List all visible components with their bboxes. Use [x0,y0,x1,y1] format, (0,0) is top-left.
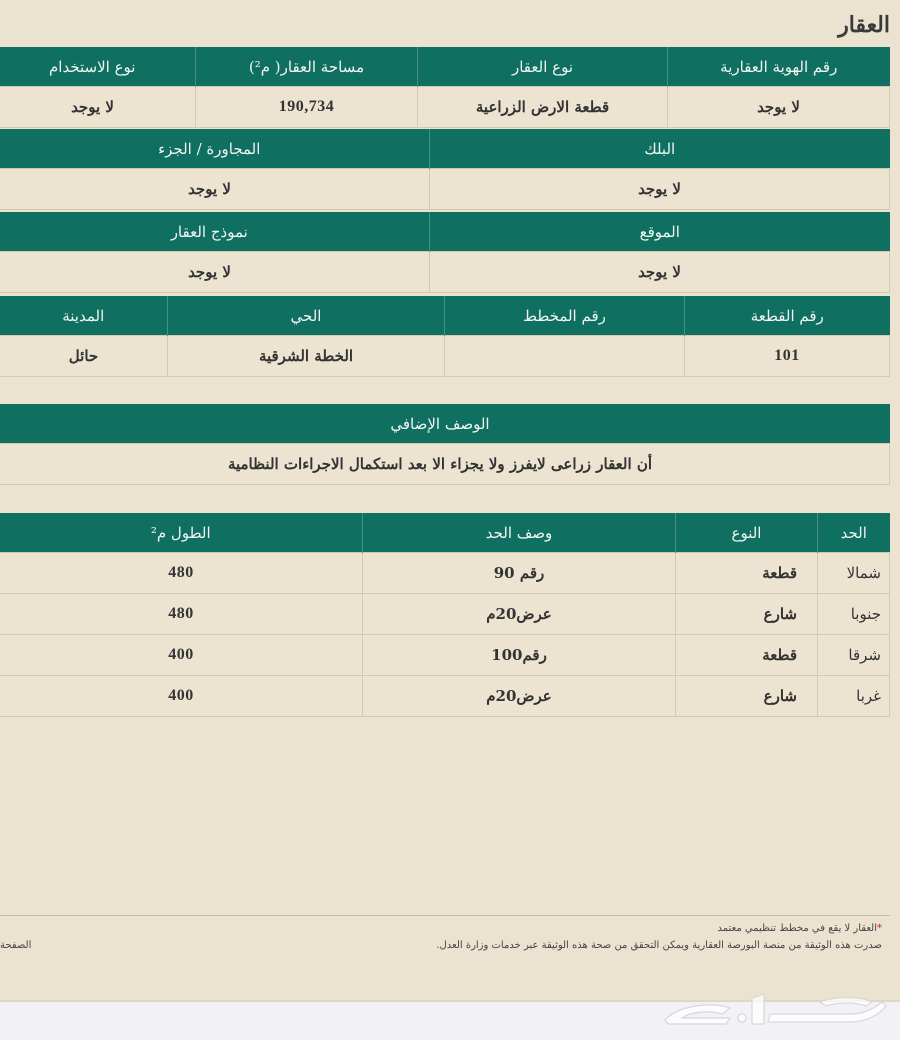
boundary-description: رقم100 [363,635,676,676]
page-label: الصفحة [0,940,32,951]
table-header-row [0,513,890,553]
value-property-id: لا يوجد [668,87,890,128]
footer-divider [0,915,890,916]
table-row [0,635,890,676]
boundary-type: قطعة [676,635,818,676]
value-city: حائل [0,336,168,377]
boundary-length: 480 [0,553,363,594]
table-header-row [0,129,890,169]
header-city: المدينة [0,296,168,336]
footer-note-2: صدرت هذه الوثيقة من منصة البورصة العقارية ويمكن التحقق من صحة هذه الوثيقة عبر خدمات وزارة العدل. [436,940,882,951]
boundary-type: شارع [676,676,818,717]
plot-table [0,296,890,377]
boundary-side: شمالا [818,553,890,594]
value-property-model: لا يوجد [0,252,430,293]
value-usage-type: لا يوجد [0,87,196,128]
value-block: لا يوجد [430,169,890,210]
table-row [0,336,890,377]
boundary-type: شارع [676,594,818,635]
value-location: لا يوجد [430,252,890,293]
boundary-description: رقم 90 [363,553,676,594]
table-row [0,87,890,128]
value-property-type: قطعة الارض الزراعية [418,87,668,128]
header-location: الموقع [430,212,890,252]
header-boundary-length: الطول م² [0,513,363,553]
table-row [0,444,890,485]
boundary-side: شرقا [818,635,890,676]
table-header-row [0,47,890,87]
header-boundary-description: وصف الحد [363,513,676,553]
header-usage-type: نوع الاستخدام [0,47,196,87]
table-header-row [0,212,890,252]
header-district: الحي [168,296,445,336]
location-table [0,212,890,293]
header-property-model: نموذج العقار [0,212,430,252]
additional-description-table [0,404,890,485]
value-property-area: 190,734 [196,87,418,128]
property-info-table [0,47,890,128]
boundary-description: عرض20م [363,676,676,717]
boundary-description: عرض20م [363,594,676,635]
boundary-length: 400 [0,635,363,676]
footer-notes [436,920,882,954]
header-property-id: رقم الهوية العقارية [668,47,890,87]
boundary-length: 480 [0,594,363,635]
block-table [0,129,890,210]
header-block: البلك [430,129,890,169]
table-header-row [0,296,890,336]
header-additional-description: الوصف الإضافي [0,404,890,444]
haraj-logo-icon [660,984,890,1028]
table-row [0,676,890,717]
table-row [0,252,890,293]
footer-note-1: *العقار لا يقع في مخطط تنظيمي معتمد [717,923,882,934]
table-row [0,553,890,594]
boundary-length: 400 [0,676,363,717]
header-plot-number: رقم القطعة [685,296,890,336]
header-boundary-type: النوع [676,513,818,553]
table-header-row [0,404,890,444]
boundaries-table [0,513,890,717]
asterisk-icon: * [877,923,882,934]
header-neighborhood-part: المجاورة / الجزء [0,129,430,169]
header-property-area: مساحة العقار( م²) [196,47,418,87]
value-district: الخطة الشرقية [168,336,445,377]
section-title: العقار [838,12,890,38]
table-row [0,594,890,635]
value-plot-number: 101 [685,336,890,377]
boundary-type: قطعة [676,553,818,594]
boundary-side: غربا [818,676,890,717]
header-boundary: الحد [818,513,890,553]
value-neighborhood-part: لا يوجد [0,169,430,210]
header-property-type: نوع العقار [418,47,668,87]
value-plan-number [445,336,685,377]
table-row [0,169,890,210]
boundary-side: جنوبا [818,594,890,635]
header-plan-number: رقم المخطط [445,296,685,336]
value-additional-description: أن العقار زراعى لايفرز ولا يجزاء الا بعد استكمال الاجراءات النظامية [0,444,890,485]
